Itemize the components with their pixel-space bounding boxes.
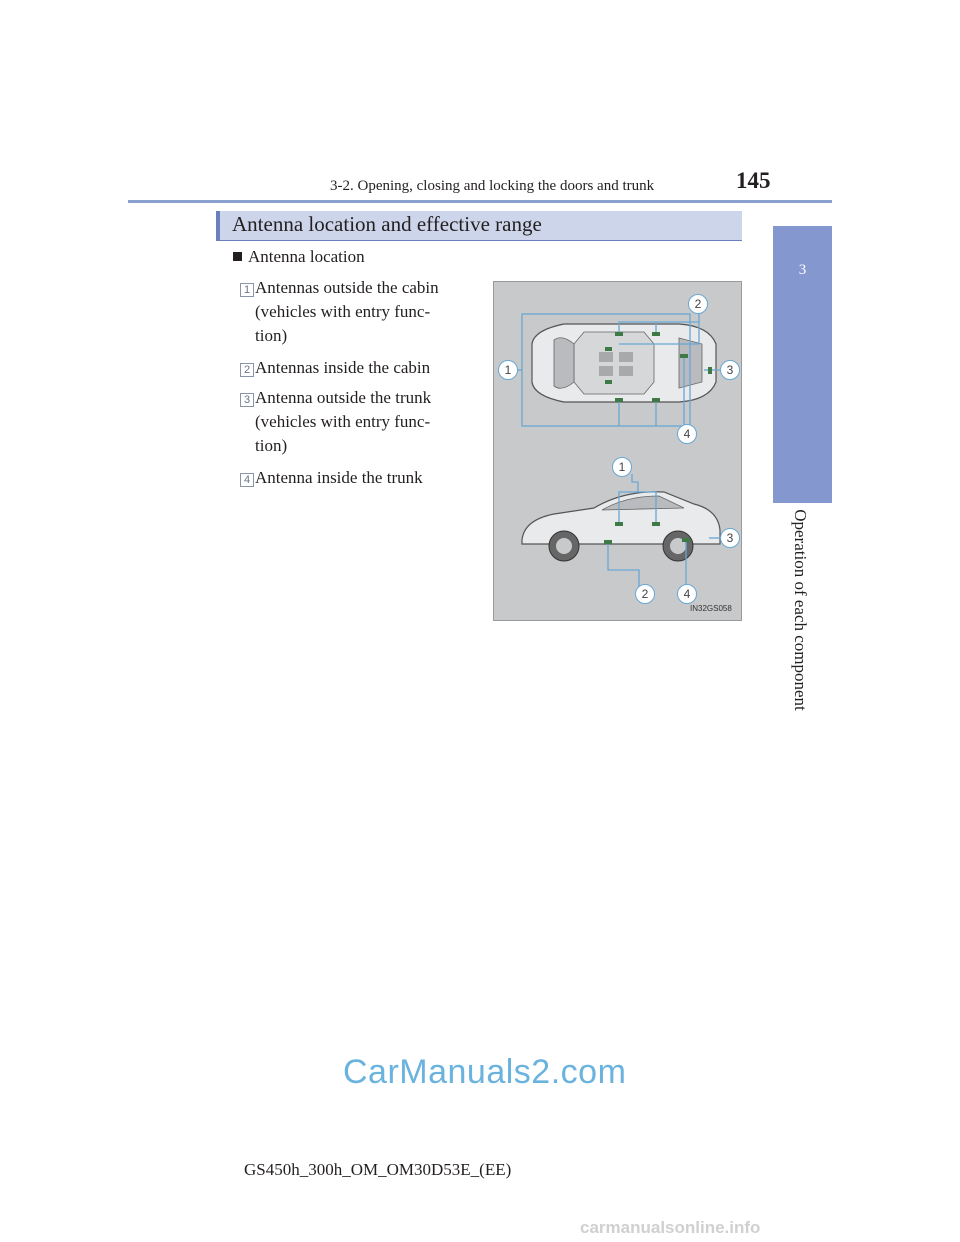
subheading-text: Antenna location (248, 247, 365, 266)
item-number-4: 4 (240, 473, 254, 487)
item-number-2: 2 (240, 363, 254, 377)
watermark-carmanualsonline: carmanualsonline.info (580, 1218, 761, 1237)
section-heading-text: Antenna location and effective range (232, 212, 542, 236)
item-text-3 (255, 386, 475, 458)
item-1-line-3: tion) (255, 326, 288, 345)
watermark-carmanuals2: CarManuals2.com (343, 1053, 627, 1091)
callout-top-4: 4 (677, 424, 697, 444)
item-3-line-3: tion) (255, 436, 288, 455)
footer-manual-code: GS450h_300h_OM_OM30D53E_(EE) (244, 1160, 512, 1179)
item-number-3: 3 (240, 393, 254, 407)
chapter-tab-title: Operation of each component (791, 509, 810, 711)
item-4-line-1: Antenna inside the trunk (255, 468, 423, 487)
item-text-1 (255, 276, 475, 348)
callout-top-2: 2 (688, 294, 708, 314)
chapter-tab-number: 3 (798, 262, 807, 278)
figure-code: IN32GS058 (690, 604, 732, 613)
running-header-section: 3-2. Opening, closing and locking the doors and trunk (330, 178, 655, 194)
item-1-line-1: Antennas outside the cabin (255, 278, 439, 297)
antenna-location-figure (493, 281, 742, 621)
callout-side-4: 4 (677, 584, 697, 604)
callout-top-1: 1 (498, 360, 518, 380)
car-side-view-icon (522, 492, 720, 561)
section-heading-rule (216, 240, 742, 241)
item-text-4 (255, 466, 475, 490)
car-diagram-svg (494, 282, 741, 620)
item-text-2 (255, 356, 475, 380)
header-rule (128, 200, 832, 203)
callout-side-2: 2 (635, 584, 655, 604)
callout-top-3: 3 (720, 360, 740, 380)
callout-side-3: 3 (720, 528, 740, 548)
item-1-line-2: (vehicles with entry func- (255, 302, 431, 321)
subheading (233, 247, 365, 267)
item-2-line-1: Antennas inside the cabin (255, 358, 431, 377)
page-number: 145 (736, 168, 771, 193)
item-3-line-1: Antenna outside the trunk (255, 388, 432, 407)
item-3-line-2: (vehicles with entry func- (255, 412, 431, 431)
callout-side-1: 1 (612, 457, 632, 477)
item-number-1: 1 (240, 283, 254, 297)
section-heading (216, 211, 742, 241)
square-bullet-icon (233, 252, 242, 261)
car-top-view-icon (532, 324, 716, 402)
